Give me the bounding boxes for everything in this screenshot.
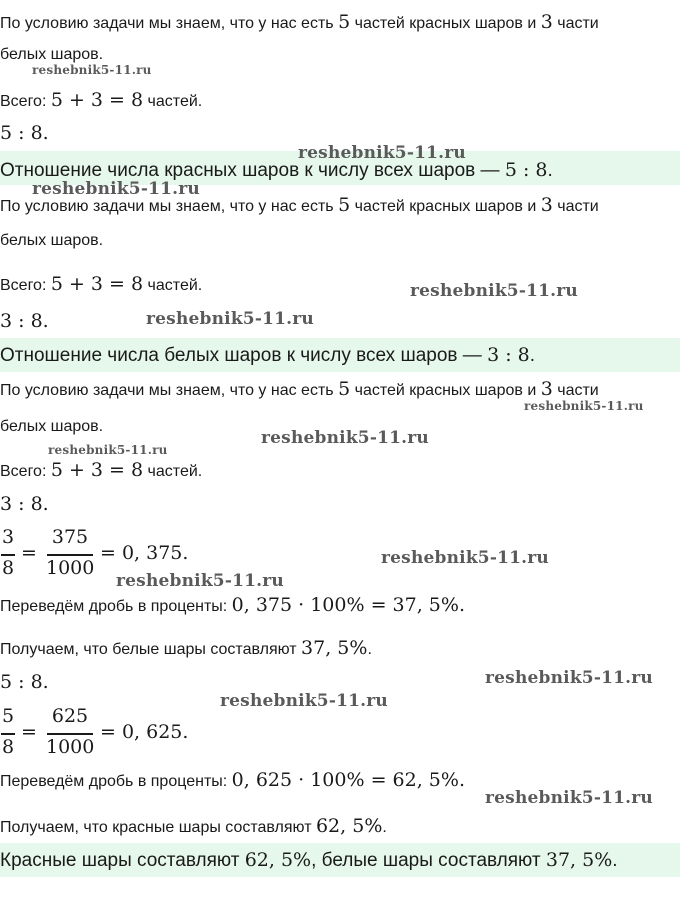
watermark: reshebnik5-11.ru	[524, 399, 644, 413]
watermark: reshebnik5-11.ru	[410, 281, 578, 301]
watermark: reshebnik5-11.ru	[146, 309, 314, 329]
watermark: reshebnik5-11.ru	[32, 63, 152, 77]
watermark: reshebnik5-11.ru	[32, 179, 200, 199]
watermark: reshebnik5-11.ru	[485, 668, 653, 688]
watermark: reshebnik5-11.ru	[116, 571, 284, 591]
watermark: reshebnik5-11.ru	[485, 788, 653, 808]
watermark: reshebnik5-11.ru	[298, 143, 466, 163]
watermark: reshebnik5-11.ru	[220, 691, 388, 711]
ratio-line-3: 3 : 8.	[0, 493, 49, 515]
fraction-3-8: 3 8	[1, 526, 15, 579]
intro-line-3b: белых шаров.	[0, 418, 104, 435]
intro-line-2b: белых шаров.	[0, 232, 104, 249]
conclusion-white: Получаем, что белые шары составляют 37, 5%.	[0, 637, 372, 659]
answer-line-2: Отношение числа белых шаров к числу всех шаров — 3 : 8.	[0, 344, 536, 366]
ratio-line-1: 5 : 8.	[0, 122, 49, 144]
conclusion-red: Получаем, что красные шары составляют 62, 5%.	[0, 815, 387, 837]
watermark: reshebnik5-11.ru	[261, 428, 429, 448]
fraction-result-red: = 0, 625.	[100, 721, 189, 743]
total-line-2: Всего: 5 + 3 = 8 частей.	[0, 273, 203, 295]
intro-line-2: По условию задачи мы знаем, что у нас есть 5 частей красных шаров и 3 части	[0, 194, 599, 216]
equals-sign-2: =	[21, 721, 37, 743]
percent-line-red: Переведём дробь в проценты: 0, 625 · 100% = 62, 5%.	[0, 769, 465, 791]
intro-line-3: По условию задачи мы знаем, что у нас есть 5 частей красных шаров и 3 части	[0, 378, 599, 400]
final-answer: Красные шары составляют 62, 5%, белые шары составляют 37, 5%.	[0, 849, 618, 871]
answer-line-1: Отношение числа красных шаров к числу всех шаров — 5 : 8.	[0, 159, 553, 181]
ratio-line-2: 3 : 8.	[0, 310, 49, 332]
watermark: reshebnik5-11.ru	[48, 443, 168, 457]
fraction-625-1000: 625 1000	[46, 705, 95, 758]
ratio-line-red: 5 : 8.	[0, 671, 49, 693]
fraction-375-1000: 375 1000	[46, 526, 95, 579]
intro-line-1b: белых шаров.	[0, 46, 104, 63]
equals-sign-1: =	[21, 542, 37, 564]
total-line-3: Всего: 5 + 3 = 8 частей.	[0, 459, 203, 481]
fraction-result-white: = 0, 375.	[100, 542, 189, 564]
intro-line-1: По условию задачи мы знаем, что у нас есть 5 частей красных шаров и 3 части	[0, 11, 599, 33]
fraction-5-8: 5 8	[1, 705, 15, 758]
percent-line-white: Переведём дробь в проценты: 0, 375 · 100% = 37, 5%.	[0, 594, 465, 616]
watermark: reshebnik5-11.ru	[381, 548, 549, 568]
total-line-1: Всего: 5 + 3 = 8 частей.	[0, 89, 203, 111]
